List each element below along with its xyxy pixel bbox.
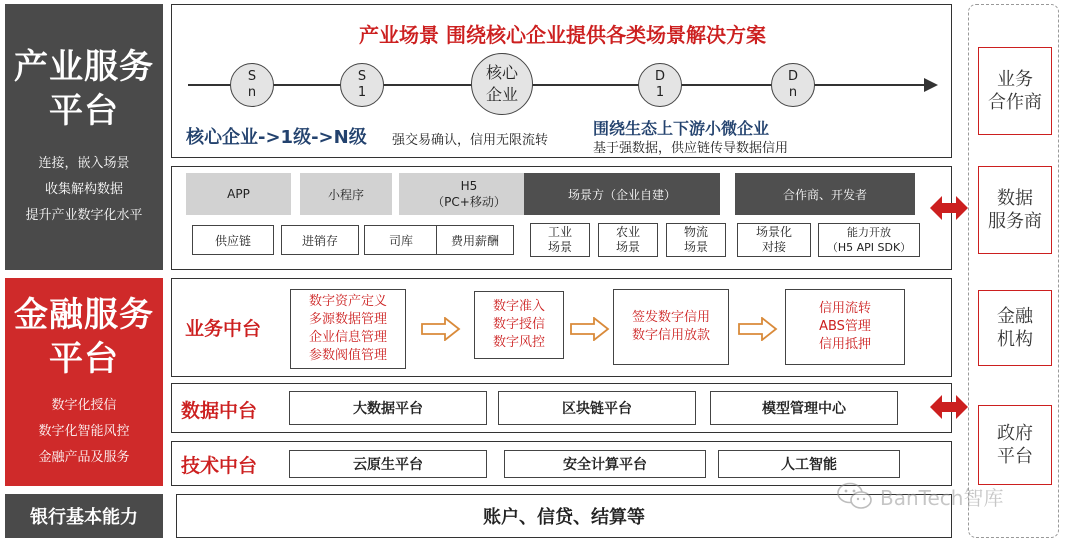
flow-arrow-1 bbox=[421, 317, 461, 341]
biz-box-credit-issue: 签发数字信用 数字信用放款 bbox=[613, 289, 729, 365]
business-center-label: 业务中台 bbox=[184, 317, 261, 340]
app-payroll: 费用薪酬 bbox=[436, 225, 514, 255]
tech-center-panel bbox=[171, 441, 952, 486]
scene-logistics: 物流 场景 bbox=[666, 223, 726, 257]
ecosystem-caption: 围绕生态上下游小微企业 bbox=[593, 119, 770, 138]
data-center-label: 数据中台 bbox=[180, 399, 257, 422]
channel-app: APP bbox=[186, 173, 291, 215]
double-arrow-upper bbox=[929, 194, 969, 222]
data-center-panel bbox=[171, 383, 952, 433]
data-model-management: 模型管理中心 bbox=[710, 391, 898, 425]
finance-platform-panel bbox=[5, 278, 163, 486]
tech-secure-compute: 安全计算平台 bbox=[504, 450, 706, 478]
core-chain-caption: 核心企业->1级->N级 bbox=[186, 127, 367, 148]
channels-panel bbox=[171, 166, 952, 270]
partner-business: 业务 合作商 bbox=[978, 47, 1052, 135]
channel-miniprogram: 小程序 bbox=[300, 173, 392, 215]
tech-cloud-native: 云原生平台 bbox=[289, 450, 487, 478]
scene-panel bbox=[171, 4, 952, 158]
node-s1: S 1 bbox=[340, 63, 384, 107]
business-center-panel bbox=[171, 278, 952, 377]
industry-desc-1: 连接，嵌入场景 bbox=[38, 156, 130, 171]
data-bigdata-platform: 大数据平台 bbox=[289, 391, 487, 425]
scene-party-header: 场景方（企业自建） bbox=[524, 173, 720, 215]
tech-center-label: 技术中台 bbox=[180, 454, 257, 477]
value-chain-line bbox=[188, 84, 926, 86]
scene-industrial: 工业 场景 bbox=[530, 223, 590, 257]
app-inventory: 进销存 bbox=[281, 225, 359, 255]
app-supply-chain: 供应链 bbox=[192, 225, 274, 255]
bank-ability-content: 账户、信贷、结算等 bbox=[176, 494, 952, 538]
node-sn: S n bbox=[230, 63, 274, 107]
biz-box-admission: 数字准入 数字授信 数字风控 bbox=[474, 291, 564, 359]
double-arrow-lower bbox=[929, 393, 969, 421]
value-chain-arrowhead bbox=[924, 78, 938, 92]
bank-ability-label: 银行基本能力 bbox=[5, 494, 163, 538]
biz-box-credit-flow: 信用流转 ABS管理 信用抵押 bbox=[785, 289, 905, 365]
industry-platform-panel bbox=[5, 4, 163, 270]
partner-finance-institution: 金融 机构 bbox=[978, 290, 1052, 366]
ecosystem-subcaption: 基于强数据，供应链传导数据信用 bbox=[593, 141, 789, 156]
channel-h5: H5 （PC+移动） bbox=[399, 173, 539, 215]
watermark bbox=[836, 476, 1051, 516]
wechat-icon bbox=[836, 481, 874, 511]
node-d1: D 1 bbox=[638, 63, 682, 107]
industry-desc-3: 提升产业数字化水平 bbox=[25, 208, 143, 223]
biz-box-asset-data: 数字资产定义 多源数据管理 企业信息管理 参数阀值管理 bbox=[290, 289, 406, 369]
app-treasury: 司库 bbox=[364, 225, 438, 255]
finance-title-line1: 金融服务 bbox=[14, 295, 154, 335]
scene-connect: 场景化 对接 bbox=[737, 223, 811, 257]
tech-ai: 人工智能 bbox=[718, 450, 900, 478]
capability-open: 能力开放 （H5 API SDK） bbox=[818, 223, 920, 257]
finance-desc-2: 数字化智能风控 bbox=[38, 424, 130, 439]
scene-title: 产业场景 围绕核心企业提供各类场景解决方案 bbox=[359, 22, 766, 47]
industry-title-line2: 平台 bbox=[49, 91, 119, 131]
partner-government: 政府 平台 bbox=[978, 405, 1052, 485]
partner-data-service: 数据 服务商 bbox=[978, 166, 1052, 254]
finance-desc-3: 金融产品及服务 bbox=[38, 450, 130, 465]
data-blockchain-platform: 区块链平台 bbox=[498, 391, 696, 425]
finance-desc-1: 数字化授信 bbox=[51, 398, 117, 413]
industry-title-line1: 产业服务 bbox=[14, 47, 154, 87]
watermark-text: BanTech智库 bbox=[880, 485, 1004, 510]
node-core-enterprise: 核心 企业 bbox=[471, 53, 533, 115]
node-dn: D n bbox=[771, 63, 815, 107]
finance-title-line2: 平台 bbox=[49, 339, 119, 379]
flow-arrow-3 bbox=[738, 317, 778, 341]
partner-dev-header: 合作商、开发者 bbox=[735, 173, 915, 215]
core-chain-subcaption: 强交易确认，信用无限流转 bbox=[392, 133, 549, 148]
scene-agriculture: 农业 场景 bbox=[598, 223, 658, 257]
flow-arrow-2 bbox=[570, 317, 610, 341]
industry-desc-2: 收集解构数据 bbox=[44, 182, 123, 197]
